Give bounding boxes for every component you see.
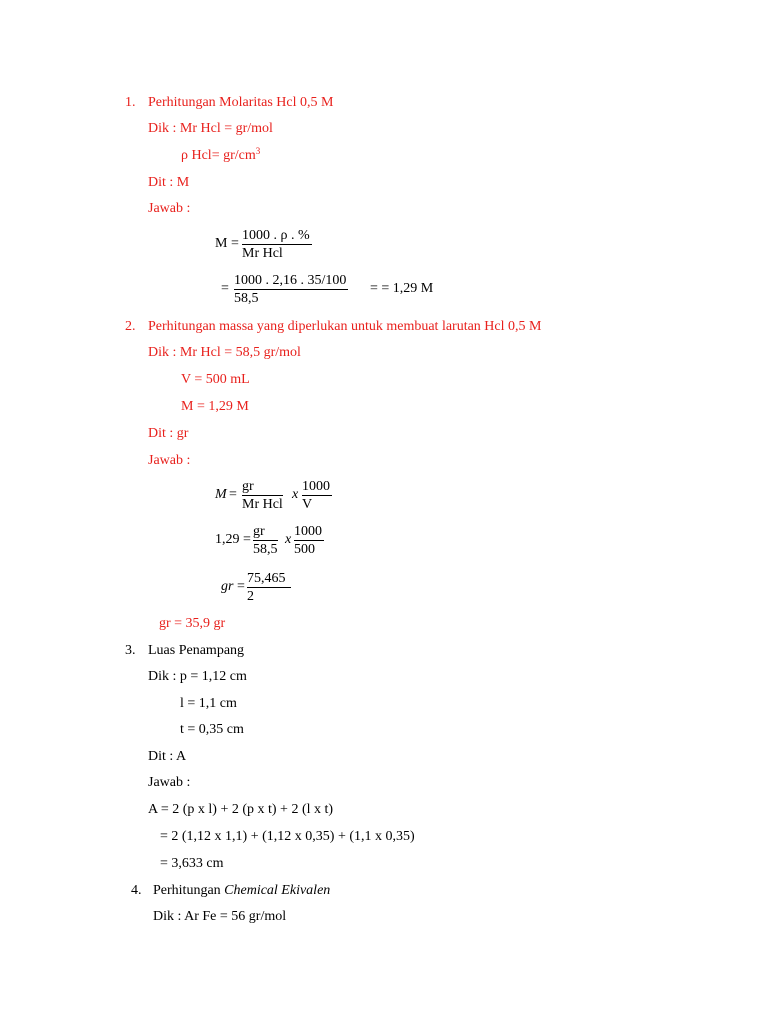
s1-calc-fraction bbox=[234, 273, 348, 306]
s2-eq2-fraction2 bbox=[294, 524, 324, 557]
s2-eq2-denominator2: 500 bbox=[294, 542, 315, 557]
s1-formula-lhs: M = bbox=[215, 236, 239, 251]
s1-dik-mr: Dik : Mr Hcl = gr/mol bbox=[148, 121, 273, 136]
s2-result: gr = 35,9 gr bbox=[159, 616, 226, 631]
s1-dik-rho-exponent: 3 bbox=[255, 146, 261, 156]
s1-formula-denominator: Mr Hcl bbox=[242, 246, 283, 261]
s2-eq2-denominator: 58,5 bbox=[253, 542, 278, 557]
s1-formula-fraction bbox=[242, 228, 312, 261]
s2-eq1-denominator2: V bbox=[302, 497, 313, 512]
s2-eq3-numerator: 75,465 bbox=[247, 571, 289, 588]
s1-title: Perhitungan Molaritas Hcl 0,5 M bbox=[148, 95, 334, 110]
s3-result: = 3,633 cm bbox=[160, 856, 224, 871]
s2-eq3-fraction-bar bbox=[247, 587, 291, 588]
s1-calc-numerator: 1000 . 2,16 . 35/100 bbox=[234, 273, 347, 288]
s2-jawab: Jawab : bbox=[148, 453, 191, 468]
s2-eq2-fraction bbox=[253, 524, 278, 557]
s3-number: 3. bbox=[125, 643, 136, 658]
s2-dik-molarity: M = 1,29 M bbox=[181, 399, 249, 414]
s2-eq3-lhs: gr bbox=[221, 579, 234, 594]
s2-eq2-numerator: gr bbox=[253, 524, 278, 541]
s2-eq3-denominator: 2 bbox=[247, 589, 254, 604]
s4-dik-ar: Dik : Ar Fe = 56 gr/mol bbox=[153, 909, 287, 924]
s2-eq2-lhs: 1,29 bbox=[215, 532, 240, 547]
s1-formula-numerator: 1000 . ρ . % bbox=[242, 228, 310, 243]
s3-title: Luas Penampang bbox=[148, 643, 245, 658]
s4-title-italic: Chemical Ekivalen bbox=[224, 883, 331, 898]
s2-eq1-numerator: gr bbox=[242, 479, 283, 496]
s1-dik-rho: ρ $Hcl= gr/cm^3$ bbox=[181, 146, 261, 163]
s2-eq2-numerator2: 1000 bbox=[294, 524, 322, 539]
s1-number: 1. bbox=[125, 95, 136, 110]
s2-dik-mr: Dik : Mr Hcl = 58,5 gr/mol bbox=[148, 345, 301, 360]
s2-eq1-equals: = bbox=[229, 487, 237, 502]
s2-eq2-equals: = bbox=[243, 532, 251, 547]
s1-dit: Dit : M bbox=[148, 175, 190, 190]
s2-eq1-times: x bbox=[292, 487, 299, 502]
s4-number: 4. bbox=[131, 883, 142, 898]
s2-eq1-denominator: Mr Hcl bbox=[242, 497, 283, 512]
s3-formula: A = 2 (p x l) + 2 (p x t) + 2 (l x t) bbox=[148, 802, 334, 817]
s2-dik-volume: V = 500 mL bbox=[181, 372, 250, 387]
s2-eq1-fraction2 bbox=[302, 479, 332, 512]
s1-calc-result: = = 1,29 M bbox=[370, 281, 434, 296]
s4-title-plain: Perhitungan bbox=[153, 883, 225, 898]
s2-eq1-lhs: M bbox=[215, 487, 227, 502]
s2-eq2-times: x bbox=[285, 532, 292, 547]
s2-title: Perhitungan massa yang diperlukan untuk membuat larutan Hcl 0,5 M bbox=[148, 319, 542, 334]
s1-calc-denominator: 58,5 bbox=[234, 291, 259, 306]
s3-dik-p: Dik : p = 1,12 cm bbox=[148, 669, 247, 684]
s3-substitution: = 2 (1,12 x 1,1) + (1,12 x 0,35) + (1,1 x 0,35) bbox=[160, 829, 415, 844]
s1-jawab: Jawab : bbox=[148, 201, 191, 216]
s4-title bbox=[153, 883, 330, 899]
s1-calc-lhs: = bbox=[221, 281, 229, 296]
s2-number: 2. bbox=[125, 319, 136, 334]
s3-jawab: Jawab : bbox=[148, 775, 191, 790]
s3-dit: Dit : A bbox=[148, 749, 187, 764]
s3-dik-l: l = 1,1 cm bbox=[180, 696, 237, 711]
s2-eq1-numerator2: 1000 bbox=[302, 479, 330, 494]
s3-dik-t: t = 0,35 cm bbox=[180, 722, 244, 737]
s2-eq1-fraction bbox=[242, 479, 283, 512]
s2-dit: Dit : gr bbox=[148, 426, 189, 441]
s2-eq3-equals: = bbox=[237, 579, 245, 594]
